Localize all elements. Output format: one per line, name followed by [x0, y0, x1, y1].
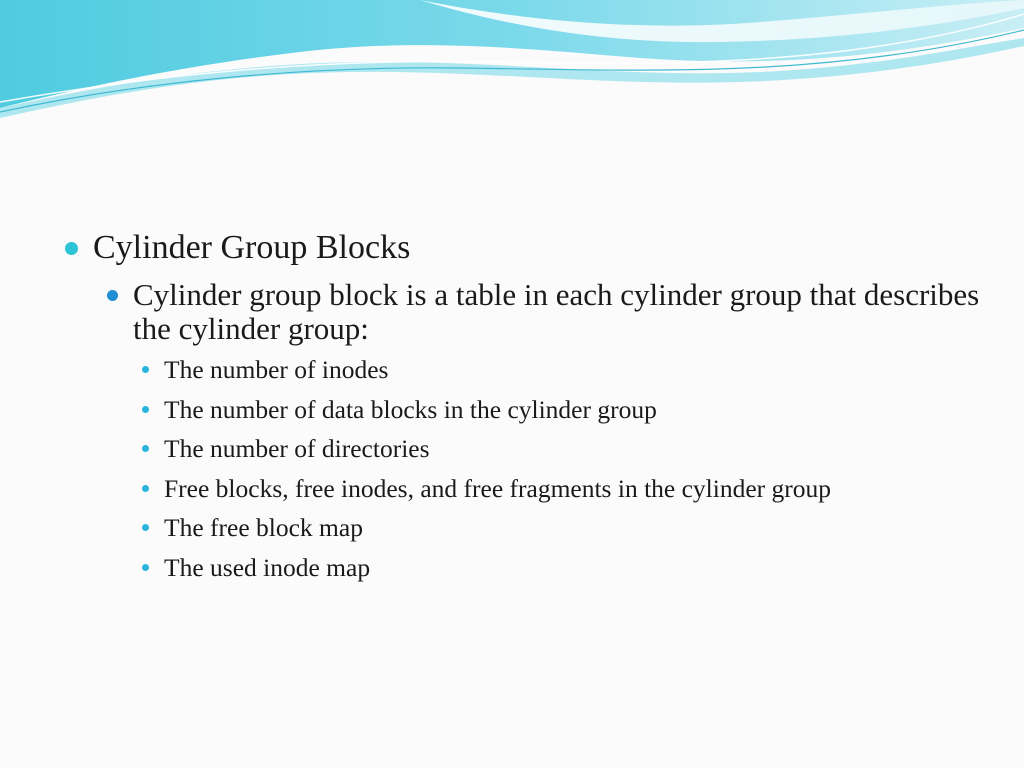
slide-content [62, 226, 1002, 591]
list-item [137, 512, 1002, 543]
heading-text: Cylinder Group Blocks [93, 229, 411, 266]
list-item [137, 394, 1002, 425]
bullet-dot-level3 [142, 524, 149, 531]
subheading-bullet [105, 278, 1002, 346]
heading-bullet [62, 226, 1002, 270]
bullet-dot-level3 [142, 406, 149, 413]
bullet-dot-level1 [65, 242, 78, 255]
list-item-text: The number of inodes [164, 355, 389, 384]
list-item [137, 354, 1002, 385]
list-item-text: The number of data blocks in the cylinder group [164, 394, 657, 424]
list-item-text: Free blocks, free inodes, and free fragments in the cylinder group [164, 473, 832, 503]
bullet-dot-level3 [142, 564, 149, 571]
detail-list [137, 354, 1002, 583]
list-item [137, 552, 1002, 583]
header-wave-decoration [0, 0, 1024, 130]
bullet-dot-level3 [142, 485, 149, 492]
list-item-text: The number of directories [164, 434, 430, 463]
bullet-dot-level3 [142, 445, 149, 452]
list-item [137, 433, 1002, 464]
bullet-dot-level3 [142, 366, 149, 373]
list-item-text: The used inode map [164, 552, 371, 582]
bullet-dot-level2 [107, 290, 118, 301]
list-item-text: The free block map [164, 513, 363, 542]
list-item [137, 473, 1002, 504]
subheading-text: Cylinder group block is a table in each cylinder group that describes the cylinder group: [133, 277, 980, 346]
